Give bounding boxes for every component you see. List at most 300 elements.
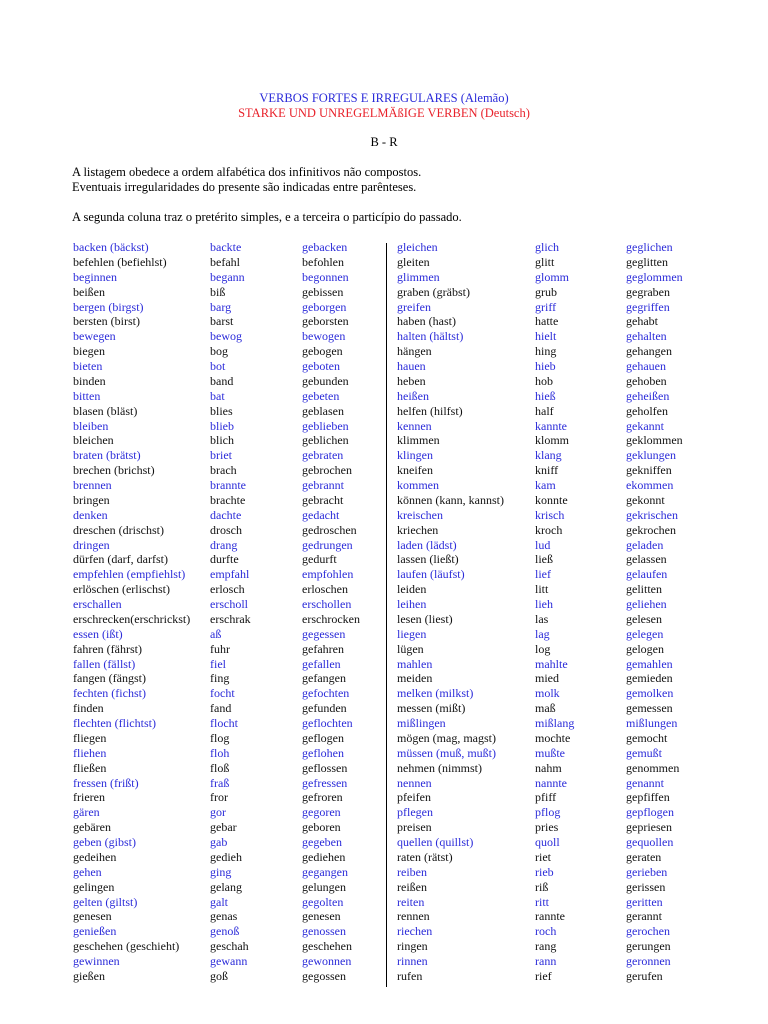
verb-participle: gerannt — [626, 909, 662, 924]
verb-infinitive: greifen — [397, 299, 431, 314]
verb-preterite: half — [535, 403, 554, 418]
verb-infinitive: braten (brätst) — [73, 448, 141, 463]
verb-preterite: gebar — [210, 820, 237, 835]
verb-infinitive: pfeifen — [397, 790, 431, 805]
intro-line-3: A segunda coluna traz o pretérito simples, e a terceira o particípio do passado. — [72, 210, 462, 224]
verb-infinitive: messen (mißt) — [397, 701, 466, 716]
verb-infinitive: reiten — [397, 894, 425, 909]
verb-infinitive: empfehlen (empfiehlst) — [73, 567, 186, 582]
verb-infinitive: fließen — [73, 760, 107, 775]
verb-infinitive: hauen — [397, 359, 426, 373]
verb-infinitive: lassen (ließt) — [397, 552, 459, 567]
verb-infinitive: binden — [73, 373, 106, 388]
verb-preterite: fand — [210, 701, 232, 716]
verb-infinitive: backen (bäckst) — [73, 240, 149, 254]
verb-participle: gemocht — [626, 730, 668, 745]
verb-preterite: focht — [210, 686, 235, 701]
verb-preterite: erschrak — [210, 611, 251, 626]
verb-preterite: hieß — [535, 388, 556, 403]
verb-participle: geglitten — [626, 254, 668, 269]
verb-infinitive: mahlen — [397, 656, 433, 671]
right-preterite-column — [535, 240, 574, 984]
verb-infinitive: glimmen — [397, 269, 440, 284]
verb-preterite: ließ — [535, 552, 553, 567]
verb-infinitive: meiden — [397, 671, 433, 686]
verb-preterite: blich — [210, 433, 234, 448]
verb-preterite: log — [535, 641, 551, 656]
verb-preterite: roch — [535, 924, 557, 939]
verb-infinitive: laden (lädst) — [397, 537, 457, 552]
verb-preterite: brachte — [210, 492, 246, 507]
verb-infinitive: kommen — [397, 478, 439, 492]
verb-infinitive: helfen (hilfst) — [397, 403, 463, 418]
verb-participle: gebrannt — [302, 478, 344, 492]
verb-participle: gelassen — [626, 552, 667, 567]
verb-infinitive: nehmen (nimmst) — [397, 760, 482, 775]
verb-participle: befohlen — [302, 254, 344, 269]
verb-preterite: barst — [210, 314, 234, 329]
verb-infinitive: laufen (läufst) — [397, 567, 465, 582]
verb-infinitive: gelten (giltst) — [73, 894, 138, 909]
title-portuguese: VERBOS FORTES E IRREGULARES (Alemão) — [259, 91, 509, 105]
verb-preterite: rang — [535, 939, 557, 954]
verb-participle: geschehen — [302, 939, 352, 954]
verb-preterite: klomm — [535, 433, 570, 448]
verb-infinitive: genesen — [73, 909, 112, 924]
verb-preterite: gedieh — [210, 849, 242, 864]
verb-infinitive: fliehen — [73, 745, 107, 760]
verb-preterite: maß — [535, 701, 556, 716]
verb-participle: geladen — [626, 537, 664, 552]
verb-participle: mißlungen — [626, 716, 678, 730]
verb-participle: geborgen — [302, 299, 347, 314]
verb-preterite: rannte — [535, 909, 565, 924]
verb-preterite: goß — [210, 968, 228, 983]
verb-preterite: rieb — [535, 864, 554, 879]
verb-participle: gefochten — [302, 686, 350, 701]
verb-preterite: hieb — [535, 359, 556, 373]
verb-infinitive: heißen — [397, 388, 429, 403]
verb-infinitive: bringen — [73, 492, 110, 507]
verb-preterite: glomm — [535, 269, 570, 284]
verb-infinitive: gießen — [73, 968, 105, 983]
verb-participle: gerissen — [626, 879, 666, 894]
verb-participle: geklungen — [626, 448, 676, 463]
verb-preterite: briet — [210, 448, 232, 463]
verb-infinitive: dürfen (darf, darfst) — [73, 552, 168, 567]
verb-preterite: flocht — [210, 716, 238, 730]
verb-preterite: drosch — [210, 522, 242, 537]
verb-infinitive: fliegen — [73, 730, 107, 745]
verb-preterite: nannte — [535, 775, 567, 790]
verb-participle: geflogen — [302, 730, 344, 745]
verb-infinitive: bieten — [73, 359, 103, 373]
verb-preterite: floß — [210, 760, 230, 775]
verb-participle: gehangen — [626, 344, 672, 359]
verb-participle: gegeben — [302, 835, 342, 849]
right-infinitive-column — [397, 240, 504, 984]
verb-participle: gehalten — [626, 329, 667, 344]
verb-infinitive: brennen — [73, 478, 112, 492]
verb-preterite: rief — [535, 968, 552, 983]
left-preterite-column — [210, 240, 251, 984]
verb-preterite: drang — [210, 537, 238, 552]
verb-infinitive: kriechen — [397, 522, 439, 537]
verb-preterite: hob — [535, 373, 553, 388]
intro-line-2: Eventuais irregularidades do presente são indicadas entre parênteses. — [72, 180, 417, 194]
verb-preterite: mußte — [535, 745, 565, 760]
verb-preterite: barg — [210, 299, 232, 314]
verb-infinitive: klingen — [397, 448, 433, 463]
verb-preterite: fing — [210, 671, 230, 686]
verb-preterite: gewann — [210, 954, 248, 968]
verb-preterite: litt — [535, 582, 549, 597]
verb-infinitive: erschrecken(erschrickst) — [73, 611, 191, 626]
verb-participle: geboren — [302, 820, 341, 835]
verb-participle: gegolten — [302, 894, 344, 909]
verb-participle: geboten — [302, 359, 340, 373]
verb-preterite: begann — [210, 269, 245, 284]
verb-preterite: las — [535, 611, 549, 626]
verb-preterite: fror — [210, 790, 228, 805]
verb-infinitive: gleiten — [397, 254, 430, 269]
verb-infinitive: rinnen — [397, 954, 428, 968]
verb-participle: gemolken — [626, 686, 674, 701]
verb-participle: geglommen — [626, 269, 683, 284]
verb-participle: gebeten — [302, 388, 340, 403]
verb-participle: gelesen — [626, 611, 662, 626]
verb-infinitive: klimmen — [397, 433, 440, 448]
verb-infinitive: liegen — [397, 626, 427, 641]
verb-preterite: befahl — [210, 254, 240, 269]
verb-preterite: lag — [535, 626, 550, 641]
verb-participle: genesen — [302, 909, 341, 924]
verb-participle: gelungen — [302, 879, 346, 894]
verb-preterite: glitt — [535, 254, 555, 269]
verb-participle: gedurft — [302, 552, 337, 567]
verb-participle: geflossen — [302, 760, 348, 775]
verb-infinitive: blasen (bläst) — [73, 403, 138, 418]
verb-infinitive: gelingen — [73, 879, 115, 894]
verb-infinitive: gehen — [73, 864, 102, 879]
verb-infinitive: beißen — [73, 284, 105, 299]
verb-infinitive: mißlingen — [397, 716, 446, 730]
verb-infinitive: geschehen (geschieht) — [73, 939, 180, 954]
verb-preterite: pries — [535, 820, 559, 835]
verb-preterite: galt — [210, 894, 228, 909]
verb-participle: gehabt — [626, 314, 658, 329]
verb-preterite: fuhr — [210, 641, 230, 656]
verb-preterite: biß — [210, 284, 226, 299]
verb-infinitive: halten (hältst) — [397, 329, 464, 344]
verb-participle: gekniffen — [626, 463, 672, 478]
verb-preterite: erscholl — [210, 597, 248, 611]
verb-participle: gebacken — [302, 240, 348, 254]
verb-infinitive: frieren — [73, 790, 105, 805]
verb-preterite: krisch — [535, 507, 565, 522]
verb-infinitive: gären — [73, 805, 100, 820]
verb-participle: erschollen — [302, 597, 352, 611]
verb-participle: gepriesen — [626, 820, 672, 835]
verb-participle: geklommen — [626, 433, 683, 448]
verb-preterite: backte — [210, 240, 242, 254]
verb-infinitive: quellen (quillst) — [397, 835, 474, 849]
verb-participle: gefangen — [302, 671, 346, 686]
verb-preterite: fraß — [210, 775, 230, 790]
verb-preterite: kannte — [535, 418, 567, 433]
verb-participle: gemessen — [626, 701, 673, 716]
verb-infinitive: beginnen — [73, 269, 117, 284]
verb-participle: gefahren — [302, 641, 344, 656]
verb-infinitive: preisen — [397, 820, 432, 835]
verb-preterite: fiel — [210, 656, 226, 671]
left-infinitive-column — [73, 240, 190, 984]
verb-participle: geblasen — [302, 403, 344, 418]
verb-preterite: rann — [535, 954, 557, 968]
verb-participle: gebissen — [302, 284, 344, 299]
verb-participle: gebrochen — [302, 463, 352, 478]
verb-infinitive: pflegen — [397, 805, 433, 820]
verb-participle: geritten — [626, 894, 663, 909]
verb-preterite: empfahl — [210, 567, 250, 582]
right-participle-column — [626, 240, 683, 984]
verb-preterite: glich — [535, 240, 559, 254]
verb-infinitive: fechten (fichst) — [73, 686, 146, 701]
verb-infinitive: graben (gräbst) — [397, 284, 470, 299]
verb-participle: geborsten — [302, 314, 349, 329]
verb-participle: gehauen — [626, 359, 666, 373]
verb-infinitive: müssen (muß, mußt) — [397, 745, 496, 760]
verb-preterite: bewog — [210, 329, 242, 344]
title-german: STARKE UND UNREGELMÄßIGE VERBEN (Deutsch) — [238, 106, 530, 120]
verb-preterite: dachte — [210, 507, 242, 522]
verb-preterite: kniff — [535, 463, 559, 478]
verb-participle: gefroren — [302, 790, 343, 805]
verb-preterite: klang — [535, 448, 562, 463]
verb-preterite: mied — [535, 671, 559, 686]
verb-preterite: hatte — [535, 314, 559, 329]
verb-infinitive: riechen — [397, 924, 433, 939]
verb-participle: gerochen — [626, 924, 670, 939]
verb-participle: gegessen — [302, 626, 346, 641]
verb-infinitive: fahren (fährst) — [73, 641, 142, 656]
verb-preterite: kroch — [535, 522, 563, 537]
verb-infinitive: melken (milkst) — [397, 686, 474, 701]
verb-preterite: bat — [210, 388, 225, 403]
verb-participle: geglichen — [626, 240, 673, 254]
verb-infinitive: kneifen — [397, 463, 433, 478]
column-divider — [386, 243, 387, 987]
verb-infinitive: erschallen — [73, 597, 122, 611]
verb-participle: geflochten — [302, 716, 353, 730]
verb-preterite: gelang — [210, 879, 242, 894]
verb-participle: gedacht — [302, 507, 340, 522]
verb-infinitive: rufen — [397, 968, 423, 983]
verb-participle: genommen — [626, 760, 680, 775]
verb-preterite: blies — [210, 403, 233, 418]
verb-participle: gegangen — [302, 864, 348, 879]
verb-participle: gebraten — [302, 448, 344, 463]
left-participle-column — [302, 240, 360, 984]
verb-participle: gemußt — [626, 745, 662, 760]
verb-infinitive: bergen (birgst) — [73, 299, 144, 314]
verb-participle: erschrocken — [302, 611, 360, 626]
verb-infinitive: nennen — [397, 775, 432, 790]
verb-infinitive: essen (ißt) — [73, 626, 123, 641]
verb-preterite: grub — [535, 284, 557, 299]
verb-preterite: genas — [210, 909, 238, 924]
verb-participle: gebunden — [302, 373, 349, 388]
verb-participle: gediehen — [302, 849, 346, 864]
verb-participle: gelegen — [626, 626, 664, 641]
verb-participle: gemieden — [626, 671, 673, 686]
verb-infinitive: dreschen (drischst) — [73, 522, 164, 537]
verb-infinitive: leihen — [397, 597, 427, 611]
verb-participle: gehoben — [626, 373, 667, 388]
verb-preterite: blieb — [210, 418, 234, 433]
verb-participle: gedrungen — [302, 537, 353, 552]
verb-infinitive: bleiben — [73, 418, 109, 433]
verb-infinitive: heben — [397, 373, 426, 388]
verb-participle: gelaufen — [626, 567, 668, 582]
verb-infinitive: gebären — [73, 820, 111, 835]
verb-infinitive: ringen — [397, 939, 428, 954]
verb-preterite: flog — [210, 730, 230, 745]
letter-range: B - R — [370, 135, 398, 149]
verb-participle: gerungen — [626, 939, 671, 954]
verb-participle: gequollen — [626, 835, 674, 849]
verb-infinitive: können (kann, kannst) — [397, 492, 504, 507]
verb-participle: gemahlen — [626, 656, 673, 671]
verb-participle: geronnen — [626, 954, 671, 968]
verb-participle: gerufen — [626, 968, 663, 983]
verb-preterite: pfiff — [535, 790, 557, 805]
verb-participle: gebogen — [302, 344, 343, 359]
verb-preterite: pflog — [535, 805, 561, 820]
verb-infinitive: leiden — [397, 582, 427, 597]
verb-preterite: bot — [210, 359, 226, 373]
verb-preterite: ritt — [535, 894, 549, 909]
verb-infinitive: haben (hast) — [397, 314, 456, 329]
verb-participle: genossen — [302, 924, 346, 939]
verb-infinitive: reißen — [397, 879, 427, 894]
verb-preterite: nahm — [535, 760, 562, 775]
verb-participle: genannt — [626, 775, 664, 790]
verb-preterite: molk — [535, 686, 560, 701]
verb-infinitive: finden — [73, 701, 104, 716]
verb-participle: empfohlen — [302, 567, 354, 582]
verb-preterite: hing — [535, 344, 557, 359]
verb-preterite: kam — [535, 478, 556, 492]
verb-participle: gegraben — [626, 284, 670, 299]
verb-participle: erloschen — [302, 582, 348, 597]
verb-infinitive: geben (gibst) — [73, 835, 136, 849]
verb-infinitive: reiben — [397, 864, 427, 879]
verb-infinitive: lügen — [397, 641, 424, 656]
verb-participle: gefallen — [302, 656, 341, 671]
verb-preterite: lief — [535, 567, 551, 582]
verb-participle: geblieben — [302, 418, 349, 433]
verb-infinitive: genießen — [73, 924, 117, 939]
verb-participle: gegriffen — [626, 299, 670, 314]
verb-participle: gekonnt — [626, 492, 665, 507]
verb-infinitive: fallen (fällst) — [73, 656, 136, 671]
verb-infinitive: bewegen — [73, 329, 116, 344]
verb-infinitive: befehlen (befiehlst) — [73, 254, 167, 269]
verb-infinitive: mögen (mag, magst) — [397, 730, 496, 745]
verb-infinitive: flechten (flichtst) — [73, 716, 156, 730]
verb-participle: gelogen — [626, 641, 664, 656]
verb-preterite: gor — [210, 805, 226, 820]
verb-participle: geheißen — [626, 388, 670, 403]
verb-participle: gewonnen — [302, 954, 352, 968]
verb-preterite: gab — [210, 835, 228, 849]
verb-preterite: riß — [535, 879, 549, 894]
verb-infinitive: fressen (frißt) — [73, 775, 139, 790]
verb-preterite: band — [210, 373, 234, 388]
verb-preterite: brannte — [210, 478, 246, 492]
verb-preterite: riet — [535, 849, 551, 864]
verb-participle: gegoren — [302, 805, 341, 820]
verb-infinitive: biegen — [73, 344, 105, 359]
verb-participle: gelitten — [626, 582, 662, 597]
verb-preterite: lieh — [535, 597, 553, 611]
verb-infinitive: raten (rätst) — [397, 849, 453, 864]
verb-preterite: aß — [210, 626, 222, 641]
verb-participle: geliehen — [626, 597, 667, 611]
verb-preterite: lud — [535, 537, 551, 552]
verb-participle: geraten — [626, 849, 662, 864]
verb-participle: gefressen — [302, 775, 348, 790]
verb-preterite: bog — [210, 344, 228, 359]
verb-infinitive: lesen (liest) — [397, 611, 453, 626]
verb-participle: gekannt — [626, 418, 664, 433]
verb-preterite: mochte — [535, 730, 571, 745]
verb-preterite: griff — [535, 299, 557, 314]
verb-infinitive: bersten (birst) — [73, 314, 140, 329]
verb-participle: gepflogen — [626, 805, 674, 820]
verb-participle: geblichen — [302, 433, 349, 448]
verb-preterite: floh — [210, 745, 230, 760]
verb-participle: gedroschen — [302, 522, 357, 537]
verb-infinitive: gewinnen — [73, 954, 120, 968]
verb-preterite: ging — [210, 864, 232, 879]
verb-participle: gekrischen — [626, 507, 678, 522]
verb-participle: bewogen — [302, 329, 346, 344]
verb-participle: gepfiffen — [626, 790, 670, 805]
verb-participle: geflohen — [302, 745, 344, 760]
verb-infinitive: rennen — [397, 909, 430, 924]
verb-participle: geholfen — [626, 403, 668, 418]
verb-participle: gebracht — [302, 492, 344, 507]
verb-preterite: erlosch — [210, 582, 245, 597]
verb-infinitive: bleichen — [73, 433, 114, 448]
verb-preterite: mahlte — [535, 656, 568, 671]
verb-participle: gerieben — [626, 864, 668, 879]
verb-preterite: quoll — [535, 835, 560, 849]
verb-preterite: geschah — [210, 939, 249, 954]
verb-infinitive: bitten — [73, 388, 101, 403]
verb-preterite: mißlang — [535, 716, 575, 730]
verb-infinitive: denken — [73, 507, 108, 522]
verb-infinitive: fangen (fängst) — [73, 671, 146, 686]
verb-participle: gegossen — [302, 968, 346, 983]
verb-participle: gekrochen — [626, 522, 676, 537]
verb-participle: gefunden — [302, 701, 347, 716]
verb-preterite: durfte — [210, 552, 239, 567]
intro-line-1: A listagem obedece a ordem alfabética dos infinitivos não compostos. — [72, 165, 422, 179]
verb-infinitive: gedeihen — [73, 849, 117, 864]
